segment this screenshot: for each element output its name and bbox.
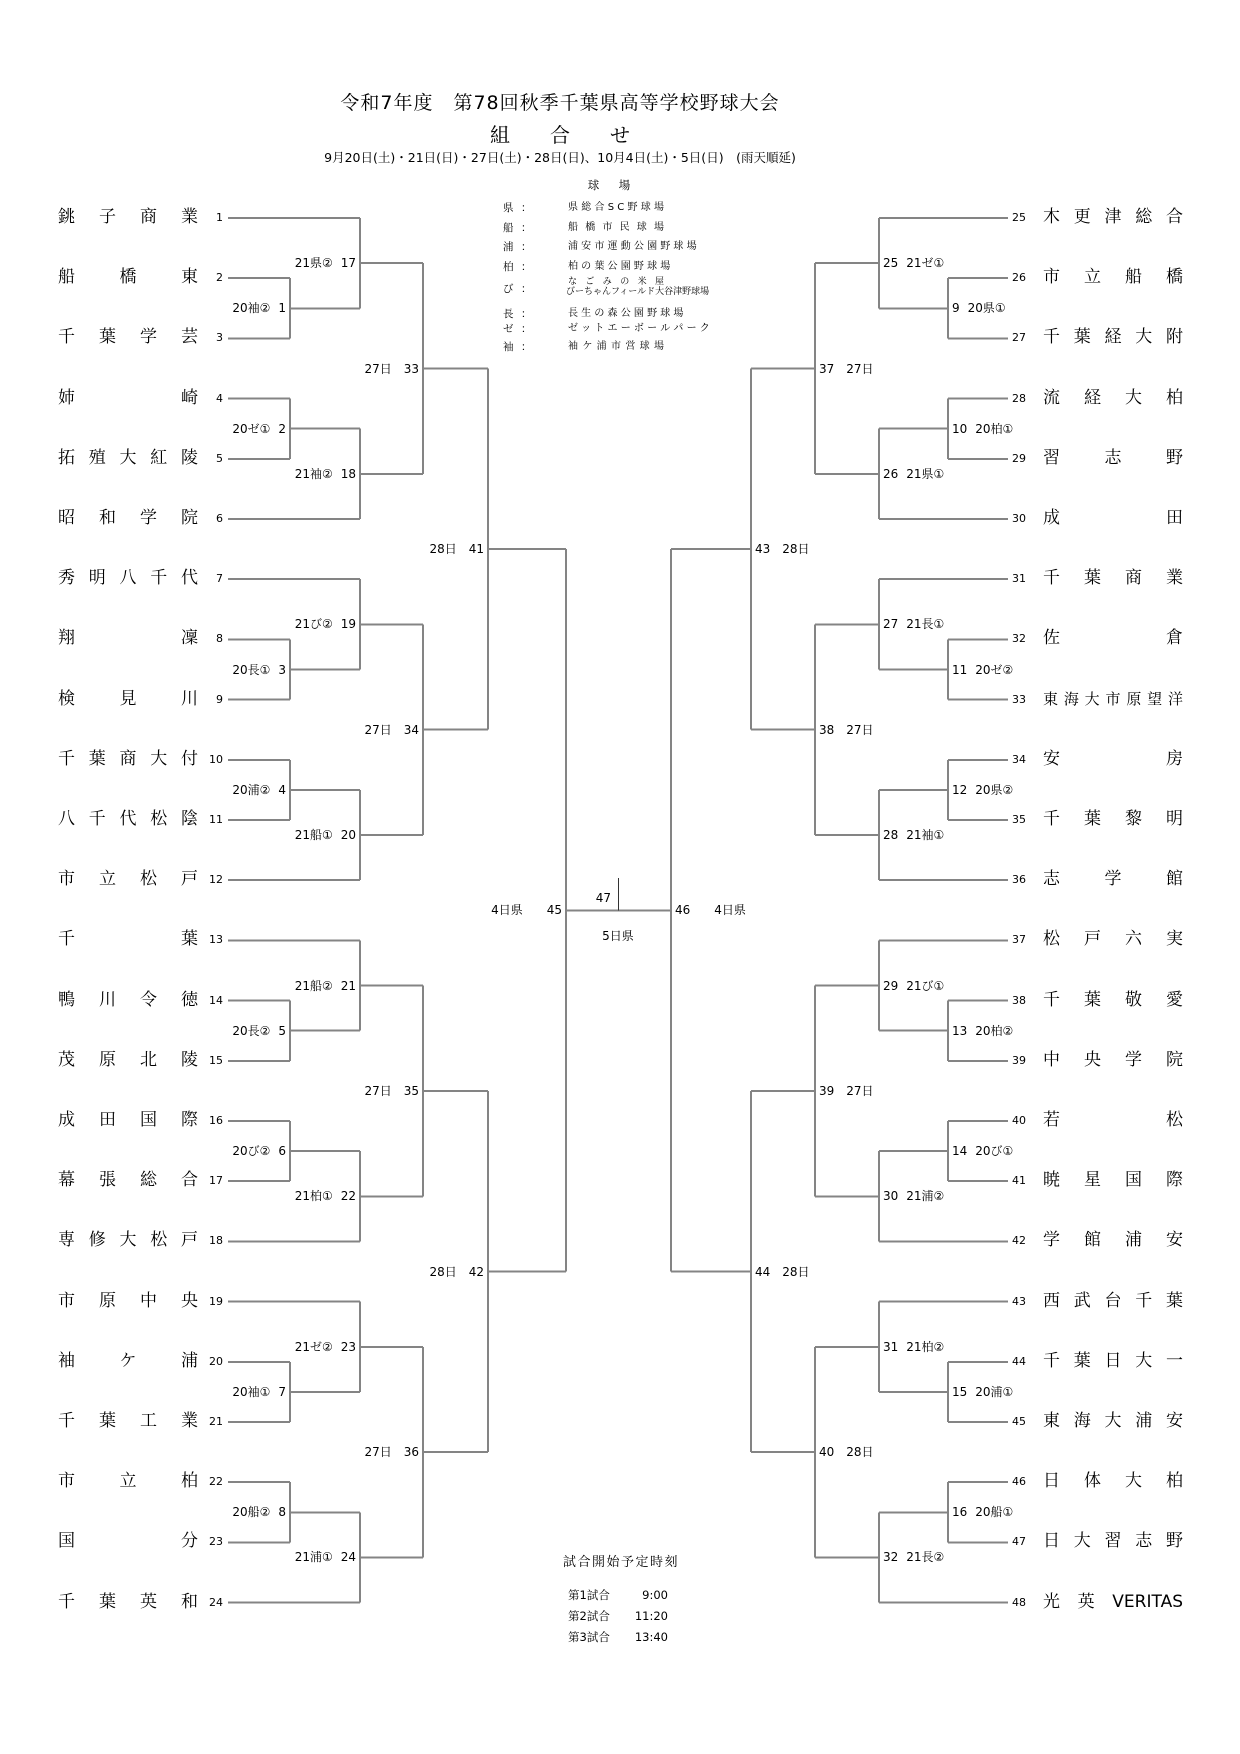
match-number: 7 xyxy=(278,1384,286,1399)
venue-key-県: 県 xyxy=(503,202,514,214)
team-name-6: 昭 和 学 院 xyxy=(58,508,198,528)
match-number: 10 xyxy=(952,421,968,436)
team-seed-27: 27 xyxy=(1012,331,1026,345)
match-venue-date: 21長① xyxy=(906,617,945,632)
match-number: 45 xyxy=(546,903,562,918)
match-label-38 xyxy=(819,723,874,737)
final-date-venue: 5日県 xyxy=(602,929,634,943)
match-venue-date: 20浦② xyxy=(232,782,271,797)
team-name-28: 流 経 大 柏 xyxy=(1043,387,1183,408)
venue-key-船: 船 xyxy=(503,222,514,234)
venue-name2-び: びーちゃんフィールド大谷津野球場 xyxy=(566,287,710,297)
team-seed-32: 32 xyxy=(1012,632,1026,646)
match-number: 32 xyxy=(883,1550,899,1565)
team-seed-15: 15 xyxy=(209,1053,223,1067)
venue-key-ゼ: ゼ xyxy=(503,323,514,335)
match-number: 27 xyxy=(883,617,899,632)
match-label-30 xyxy=(883,1189,944,1203)
match-label-36 xyxy=(364,1445,419,1459)
match-number: 25 xyxy=(883,256,899,271)
team-name-9: 検 見 川 xyxy=(58,688,198,709)
team-seed-24: 24 xyxy=(209,1595,223,1609)
match-label-39 xyxy=(819,1084,874,1098)
match-label-33 xyxy=(364,362,419,376)
match-venue-date: 21び② xyxy=(294,617,333,632)
match-venue-date: 27日 xyxy=(846,722,874,737)
match-label-8 xyxy=(232,1505,286,1519)
match-venue-date: 20船② xyxy=(232,1505,271,1520)
team-seed-9: 9 xyxy=(216,692,223,706)
match-venue-date: 20浦① xyxy=(975,1384,1014,1399)
venue-name-船: 船 橋 市 民 球 場 xyxy=(568,222,664,233)
match-label-1 xyxy=(232,301,286,315)
schedule-game-time-1: 9:00 xyxy=(642,1588,668,1602)
venue-name-袖: 袖 ケ 浦 市 営 球 場 xyxy=(568,341,664,352)
match-venue-date: 21県① xyxy=(906,466,945,481)
match-venue-date: 28日 xyxy=(429,1264,457,1279)
match-label-45 xyxy=(491,903,562,917)
match-label-3 xyxy=(232,663,286,677)
team-name-24: 千 葉 英 和 xyxy=(58,1591,198,1612)
team-name-22: 市 立 柏 xyxy=(58,1471,198,1492)
venue-name-県: 県 総 合 S C 野 球 場 xyxy=(568,202,664,213)
schedule-heading: 試合開始予定時刻 xyxy=(563,1555,680,1570)
team-name-8: 翔 凜 xyxy=(58,628,198,649)
team-name-25: 木 更 津 総 合 xyxy=(1043,207,1183,227)
match-number: 13 xyxy=(952,1023,968,1038)
match-venue-date: 27日 xyxy=(846,361,874,376)
match-venue-date: 27日 xyxy=(364,1083,392,1098)
venue-colon: ： xyxy=(521,323,532,335)
team-name-29: 習 志 野 xyxy=(1043,447,1183,468)
schedule-game-time-2: 11:20 xyxy=(634,1609,668,1623)
team-seed-42: 42 xyxy=(1012,1234,1026,1248)
match-venue-date: 21県② xyxy=(294,256,333,271)
match-number: 33 xyxy=(403,361,419,376)
match-venue-date: 27日 xyxy=(364,361,392,376)
schedule-game-label-1: 第1試合 xyxy=(568,1588,610,1602)
match-venue-date: 20県① xyxy=(967,301,1006,316)
match-number: 30 xyxy=(883,1189,899,1204)
team-name-1: 銚 子 商 業 xyxy=(58,207,198,227)
team-name-2: 船 橋 東 xyxy=(58,267,198,288)
match-venue-date: 21び① xyxy=(906,978,945,993)
page-subtitle: 組 合 せ xyxy=(490,123,630,147)
team-seed-12: 12 xyxy=(209,873,223,887)
match-label-22 xyxy=(295,1189,356,1203)
team-seed-4: 4 xyxy=(216,391,223,405)
match-number: 42 xyxy=(468,1264,484,1279)
team-seed-19: 19 xyxy=(209,1294,223,1308)
team-name-43: 西 武 台 千 葉 xyxy=(1043,1290,1183,1311)
team-name-3: 千 葉 学 芸 xyxy=(58,327,198,348)
match-number: 18 xyxy=(340,466,356,481)
match-venue-date: 28日 xyxy=(846,1445,874,1460)
match-label-17 xyxy=(295,256,356,270)
team-name-36: 志 学 館 xyxy=(1043,869,1183,890)
team-seed-11: 11 xyxy=(209,813,223,826)
team-seed-1: 1 xyxy=(216,211,223,224)
team-seed-40: 40 xyxy=(1012,1114,1026,1127)
match-label-37 xyxy=(819,362,874,376)
match-number: 19 xyxy=(340,617,356,632)
team-seed-28: 28 xyxy=(1012,391,1026,405)
schedule-game-label-3: 第3試合 xyxy=(568,1630,610,1644)
match-label-28 xyxy=(883,828,944,842)
team-name-23: 国 分 xyxy=(58,1531,198,1552)
team-seed-36: 36 xyxy=(1012,873,1026,887)
team-name-37: 松 戸 六 実 xyxy=(1043,929,1183,950)
match-venue-date: 28日 xyxy=(429,542,457,557)
match-label-19 xyxy=(295,617,356,631)
match-venue-date: 20柏① xyxy=(975,421,1014,436)
team-seed-39: 39 xyxy=(1012,1053,1026,1067)
team-seed-33: 33 xyxy=(1012,692,1026,706)
venue-colon: ： xyxy=(521,222,532,234)
match-number: 35 xyxy=(403,1083,419,1098)
match-venue-date: 20船① xyxy=(975,1505,1014,1520)
venue-colon: ： xyxy=(521,202,532,214)
match-label-40 xyxy=(819,1445,874,1459)
team-seed-25: 25 xyxy=(1012,211,1026,224)
team-seed-18: 18 xyxy=(209,1234,223,1248)
match-number: 3 xyxy=(278,662,286,677)
team-seed-41: 41 xyxy=(1012,1174,1026,1188)
match-number: 1 xyxy=(278,301,286,316)
match-number: 4 xyxy=(278,782,286,797)
match-venue-date: 21柏① xyxy=(294,1189,333,1204)
team-name-46: 日 体 大 柏 xyxy=(1043,1471,1183,1492)
team-seed-14: 14 xyxy=(209,993,223,1007)
venue-legend-heading: 球 場 xyxy=(587,178,635,192)
team-seed-16: 16 xyxy=(209,1114,223,1127)
match-label-35 xyxy=(364,1084,419,1098)
team-seed-21: 21 xyxy=(209,1415,223,1428)
match-venue-date: 21長② xyxy=(906,1550,945,1565)
match-number: 46 xyxy=(675,903,691,918)
match-number: 12 xyxy=(952,782,968,797)
venue-name-長: 長 生 の 森 公 園 野 球 場 xyxy=(568,308,684,319)
team-seed-35: 35 xyxy=(1012,813,1026,826)
match-label-25 xyxy=(883,256,944,270)
team-name-31: 千 葉 商 業 xyxy=(1043,568,1183,589)
match-venue-date: 27日 xyxy=(364,1445,392,1460)
venue-colon: ： xyxy=(521,308,532,320)
team-seed-45: 45 xyxy=(1012,1415,1026,1428)
team-name-5: 拓 殖 大 紅 陵 xyxy=(58,447,198,468)
team-name-12: 市 立 松 戸 xyxy=(58,869,198,890)
match-label-7 xyxy=(232,1385,286,1399)
team-seed-37: 37 xyxy=(1012,933,1026,947)
match-number: 43 xyxy=(755,542,771,557)
match-number: 37 xyxy=(819,361,835,376)
team-name-47: 日 大 習 志 野 xyxy=(1043,1531,1183,1552)
match-venue-date: 20び② xyxy=(232,1144,271,1159)
match-label-31 xyxy=(883,1340,944,1354)
match-venue-date: 21柏② xyxy=(906,1339,945,1354)
team-name-44: 千 葉 日 大 一 xyxy=(1043,1350,1183,1371)
match-number: 31 xyxy=(883,1339,899,1354)
team-name-35: 千 葉 黎 明 xyxy=(1043,809,1183,829)
venue-key-柏: 柏 xyxy=(503,261,514,273)
team-seed-5: 5 xyxy=(216,451,223,465)
match-number: 44 xyxy=(755,1264,771,1279)
match-number: 15 xyxy=(952,1384,968,1399)
match-number: 28 xyxy=(883,828,899,843)
venue-colon: ： xyxy=(521,261,532,273)
match-label-44 xyxy=(755,1265,810,1279)
match-label-43 xyxy=(755,542,810,556)
match-venue-date: 20柏② xyxy=(975,1023,1014,1038)
team-seed-2: 2 xyxy=(216,271,223,285)
venue-key-袖: 袖 xyxy=(503,341,514,353)
match-number: 38 xyxy=(819,722,835,737)
venue-name-柏: 柏 の 葉 公 園 野 球 場 xyxy=(568,261,671,272)
match-venue-date: 4日県 xyxy=(714,903,746,918)
team-seed-29: 29 xyxy=(1012,451,1026,465)
venue-colon: ： xyxy=(521,241,532,253)
team-seed-13: 13 xyxy=(209,933,223,947)
team-name-19: 市 原 中 央 xyxy=(58,1290,198,1311)
match-label-34 xyxy=(364,723,419,737)
team-name-42: 学 館 浦 安 xyxy=(1043,1230,1183,1251)
match-label-6 xyxy=(232,1144,286,1158)
team-name-18: 専 修 大 松 戸 xyxy=(58,1230,198,1251)
match-number: 41 xyxy=(468,542,484,557)
match-label-14 xyxy=(952,1144,1013,1158)
match-venue-date: 21袖① xyxy=(906,828,945,843)
team-name-20: 袖 ケ 浦 xyxy=(58,1350,198,1371)
match-venue-date: 21浦② xyxy=(906,1189,945,1204)
venue-key-浦: 浦 xyxy=(503,241,514,253)
team-name-21: 千 葉 工 業 xyxy=(58,1411,198,1431)
team-seed-22: 22 xyxy=(209,1475,223,1489)
match-label-20 xyxy=(295,828,356,842)
match-venue-date: 21ゼ① xyxy=(906,256,945,271)
team-seed-30: 30 xyxy=(1012,512,1026,525)
match-venue-date: 20長② xyxy=(232,1023,271,1038)
match-label-12 xyxy=(952,783,1013,797)
team-seed-3: 3 xyxy=(216,331,223,345)
team-name-38: 千 葉 敬 愛 xyxy=(1043,989,1183,1010)
match-venue-date: 27日 xyxy=(846,1083,874,1098)
match-label-29 xyxy=(883,979,944,993)
team-seed-46: 46 xyxy=(1012,1475,1026,1489)
match-number: 8 xyxy=(278,1505,286,1520)
match-number: 24 xyxy=(340,1550,356,1565)
match-label-24 xyxy=(295,1550,356,1564)
match-number: 36 xyxy=(403,1445,419,1460)
team-name-30: 成 田 xyxy=(1043,508,1183,528)
tournament-dates: 9月20日(土)・21日(日)・27日(土)・28日(日)、10月4日(土)・5日(日) (雨天順延) xyxy=(324,150,796,165)
match-label-15 xyxy=(952,1385,1013,1399)
match-number: 11 xyxy=(952,662,968,677)
team-name-39: 中 央 学 院 xyxy=(1043,1049,1183,1070)
team-seed-10: 10 xyxy=(209,752,223,766)
venue-name-ゼ: ゼ ッ ト エ ー ボ ー ル パ ー ク xyxy=(568,323,710,334)
team-name-33: 東 海 大 市 原 望 洋 xyxy=(1043,689,1183,708)
team-seed-48: 48 xyxy=(1012,1595,1026,1609)
team-seed-20: 20 xyxy=(209,1354,223,1368)
match-venue-date: 21ゼ② xyxy=(294,1339,333,1354)
team-name-48: 光 英 VERITAS xyxy=(1043,1591,1183,1612)
venue-name-浦: 浦 安 市 運 動 公 園 野 球 場 xyxy=(568,241,697,252)
team-seed-43: 43 xyxy=(1012,1294,1026,1308)
match-number: 22 xyxy=(340,1189,356,1204)
match-label-11 xyxy=(952,663,1013,677)
page-title: 令和7年度 第78回秋季千葉県高等学校野球大会 xyxy=(340,92,780,114)
final-match-number: 47 xyxy=(595,891,611,905)
match-venue-date: 20県② xyxy=(975,782,1014,797)
match-venue-date: 21船① xyxy=(294,828,333,843)
schedule-game-label-2: 第2試合 xyxy=(568,1609,610,1623)
match-venue-date: 27日 xyxy=(364,722,392,737)
match-venue-date: 20ゼ② xyxy=(975,662,1014,677)
match-label-18 xyxy=(295,467,356,481)
team-name-15: 茂 原 北 陵 xyxy=(58,1049,198,1070)
team-seed-8: 8 xyxy=(216,632,223,646)
match-venue-date: 21船② xyxy=(294,978,333,993)
match-label-16 xyxy=(952,1505,1013,1519)
match-venue-date: 20長① xyxy=(232,662,271,677)
match-label-2 xyxy=(232,422,286,436)
match-number: 14 xyxy=(952,1144,968,1159)
match-venue-date: 20袖① xyxy=(232,1384,271,1399)
team-seed-38: 38 xyxy=(1012,993,1026,1007)
team-seed-44: 44 xyxy=(1012,1354,1026,1368)
team-seed-26: 26 xyxy=(1012,271,1026,285)
match-venue-date: 28日 xyxy=(782,542,810,557)
match-label-9 xyxy=(952,301,1006,315)
venue-name-び: な ご み の 米 屋 xyxy=(568,277,664,287)
team-name-13: 千 葉 xyxy=(58,929,198,950)
match-venue-date: 20ゼ① xyxy=(232,421,271,436)
match-number: 39 xyxy=(819,1083,835,1098)
match-number: 6 xyxy=(278,1144,286,1159)
match-number: 21 xyxy=(340,978,356,993)
team-name-40: 若 松 xyxy=(1043,1110,1183,1130)
match-venue-date: 28日 xyxy=(782,1264,810,1279)
team-name-45: 東 海 大 浦 安 xyxy=(1043,1411,1183,1431)
match-label-26 xyxy=(883,467,944,481)
team-seed-17: 17 xyxy=(209,1174,223,1188)
match-number: 20 xyxy=(340,828,356,843)
match-label-27 xyxy=(883,617,944,631)
team-name-27: 千 葉 経 大 附 xyxy=(1043,327,1183,348)
team-name-34: 安 房 xyxy=(1043,748,1183,769)
team-seed-31: 31 xyxy=(1012,572,1026,586)
match-label-13 xyxy=(952,1024,1013,1038)
venue-colon: ： xyxy=(521,341,532,353)
team-name-11: 八 千 代 松 陰 xyxy=(58,809,198,829)
match-venue-date: 4日県 xyxy=(491,903,523,918)
team-name-16: 成 田 国 際 xyxy=(58,1110,198,1130)
team-seed-7: 7 xyxy=(216,572,223,586)
venue-key-び: び xyxy=(503,283,514,295)
team-seed-23: 23 xyxy=(209,1535,223,1549)
match-venue-date: 21浦① xyxy=(294,1550,333,1565)
team-name-41: 暁 星 国 際 xyxy=(1043,1170,1183,1191)
match-label-5 xyxy=(232,1024,286,1038)
match-venue-date: 20袖② xyxy=(232,301,271,316)
team-seed-34: 34 xyxy=(1012,752,1026,766)
match-number: 40 xyxy=(819,1445,835,1460)
match-label-10 xyxy=(952,422,1013,436)
match-label-46 xyxy=(675,903,746,917)
match-number: 16 xyxy=(952,1505,968,1520)
team-seed-47: 47 xyxy=(1012,1535,1026,1549)
team-name-4: 姉 崎 xyxy=(58,387,198,408)
schedule-game-time-3: 13:40 xyxy=(634,1630,668,1644)
venue-key-長: 長 xyxy=(503,308,514,320)
match-venue-date: 21袖② xyxy=(294,466,333,481)
team-seed-6: 6 xyxy=(216,512,223,525)
team-name-10: 千 葉 商 大 付 xyxy=(58,748,198,769)
match-venue-date: 20び① xyxy=(975,1144,1014,1159)
match-number: 17 xyxy=(340,256,356,271)
match-number: 9 xyxy=(952,301,960,316)
team-name-26: 市 立 船 橋 xyxy=(1043,267,1183,288)
match-number: 2 xyxy=(278,421,286,436)
match-number: 5 xyxy=(278,1023,286,1038)
match-label-42 xyxy=(429,1265,484,1279)
match-label-21 xyxy=(295,979,356,993)
team-name-14: 鴨 川 令 徳 xyxy=(58,989,198,1010)
match-label-41 xyxy=(429,542,484,556)
match-number: 34 xyxy=(403,722,419,737)
match-label-23 xyxy=(295,1340,356,1354)
match-label-32 xyxy=(883,1550,944,1564)
match-number: 26 xyxy=(883,466,899,481)
match-number: 23 xyxy=(340,1339,356,1354)
venue-colon: ： xyxy=(521,283,532,295)
team-name-17: 幕 張 総 合 xyxy=(58,1170,198,1191)
team-name-32: 佐 倉 xyxy=(1043,628,1183,649)
match-label-4 xyxy=(232,783,286,797)
match-number: 29 xyxy=(883,978,899,993)
team-name-7: 秀 明 八 千 代 xyxy=(58,568,198,589)
